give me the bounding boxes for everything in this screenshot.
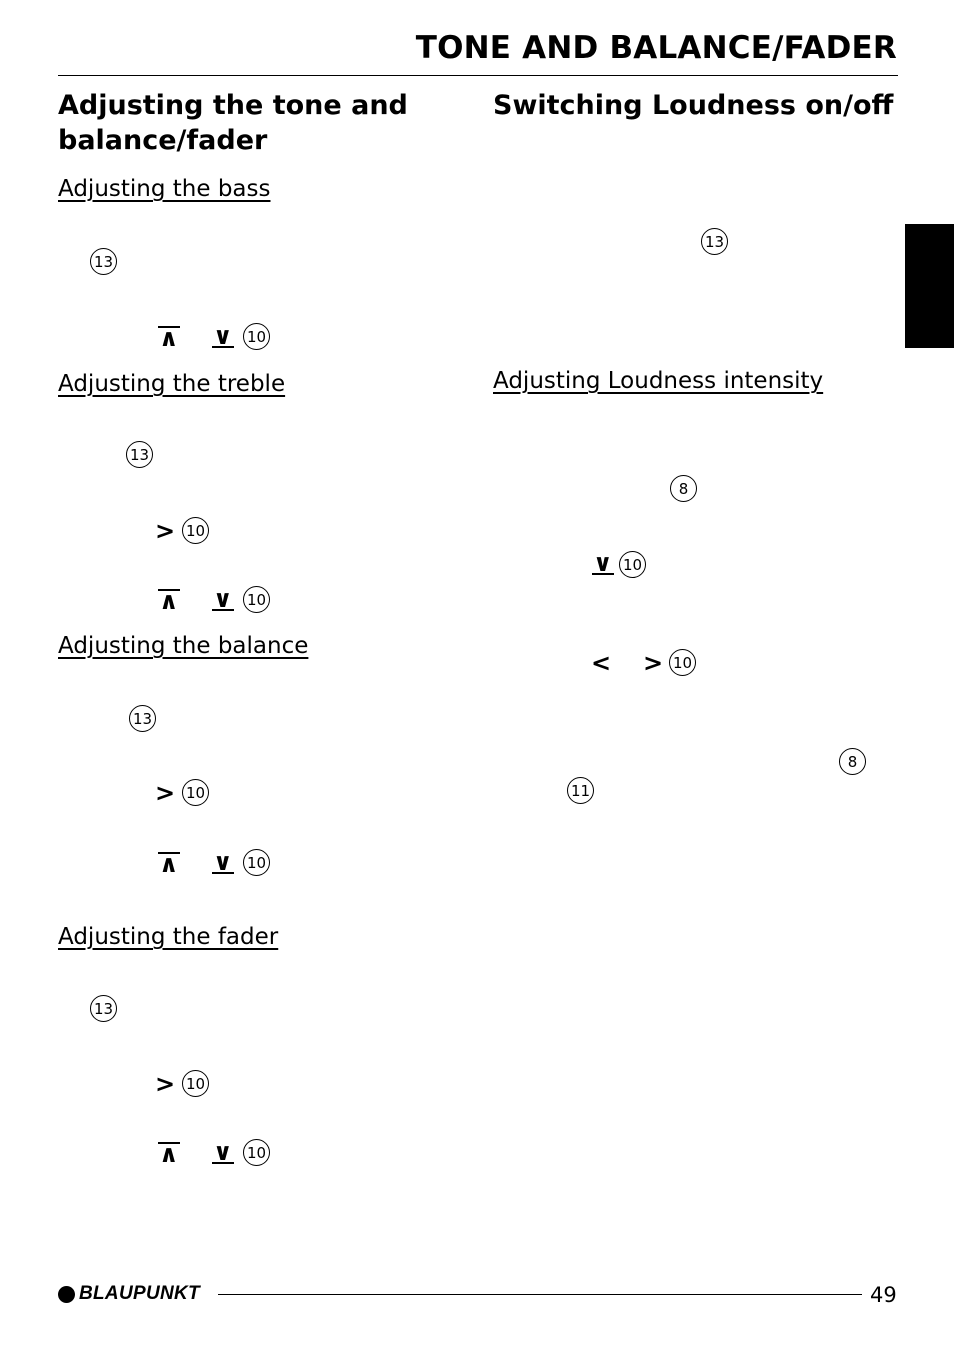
ref-10-circle-icon: 10 [619,551,646,578]
left-section-heading [58,88,408,158]
right-section-heading: Switching Loudness on/off [493,90,894,121]
bass-heading: Adjusting the bass [58,176,271,202]
ref-8-circle-icon: 8 [839,748,866,775]
page-number: 49 [870,1283,897,1307]
page-title: TONE AND BALANCE/FADER [415,30,897,66]
up-arrow-key-icon: ∧ [159,850,179,878]
ref-10-circle-icon: 10 [243,323,270,350]
ref-13-circle-icon: 13 [90,995,117,1022]
fader-heading: Adjusting the fader [58,924,279,950]
right-arrow-key-icon: > [155,1070,176,1098]
section-tab-marker [905,224,954,348]
brand-logo [58,1283,200,1305]
balance-heading: Adjusting the balance [58,633,309,659]
up-arrow-key-icon: ∧ [159,587,179,615]
ref-10-circle-icon: 10 [182,779,209,806]
left-heading-line2: balance/fader [58,125,268,156]
ref-8-circle-icon: 8 [670,475,697,502]
down-arrow-key-icon: ∨ [213,848,233,876]
right-arrow-key-icon: > [155,517,176,545]
footer-rule [218,1294,862,1295]
ref-13-circle-icon: 13 [126,441,153,468]
ref-10-circle-icon: 10 [243,1139,270,1166]
ref-13-circle-icon: 13 [129,705,156,732]
right-arrow-key-icon: > [155,779,176,807]
ref-10-circle-icon: 10 [182,1070,209,1097]
ref-10-circle-icon: 10 [243,849,270,876]
ref-10-circle-icon: 10 [243,586,270,613]
brand-name: BLAUPUNKT [79,1283,200,1304]
up-arrow-key-icon: ∧ [159,324,179,352]
down-arrow-key-icon: ∨ [213,322,233,350]
treble-heading: Adjusting the treble [58,371,286,397]
ref-13-circle-icon: 13 [90,248,117,275]
ref-11-circle-icon: 11 [567,777,594,804]
left-heading-line1: Adjusting the tone and [58,90,408,121]
header-rule [58,75,898,76]
ref-10-circle-icon: 10 [182,517,209,544]
up-arrow-key-icon: ∧ [159,1140,179,1168]
right-arrow-key-icon: > [643,649,664,677]
down-arrow-key-icon: ∨ [213,1138,233,1166]
left-arrow-key-icon: < [591,649,612,677]
logo-dot-icon [58,1286,75,1303]
down-arrow-key-icon: ∨ [213,585,233,613]
ref-13-circle-icon: 13 [701,228,728,255]
loudness-intensity-heading: Adjusting Loudness intensity [493,368,824,394]
down-arrow-key-icon: ∨ [593,549,613,577]
ref-10-circle-icon: 10 [669,649,696,676]
